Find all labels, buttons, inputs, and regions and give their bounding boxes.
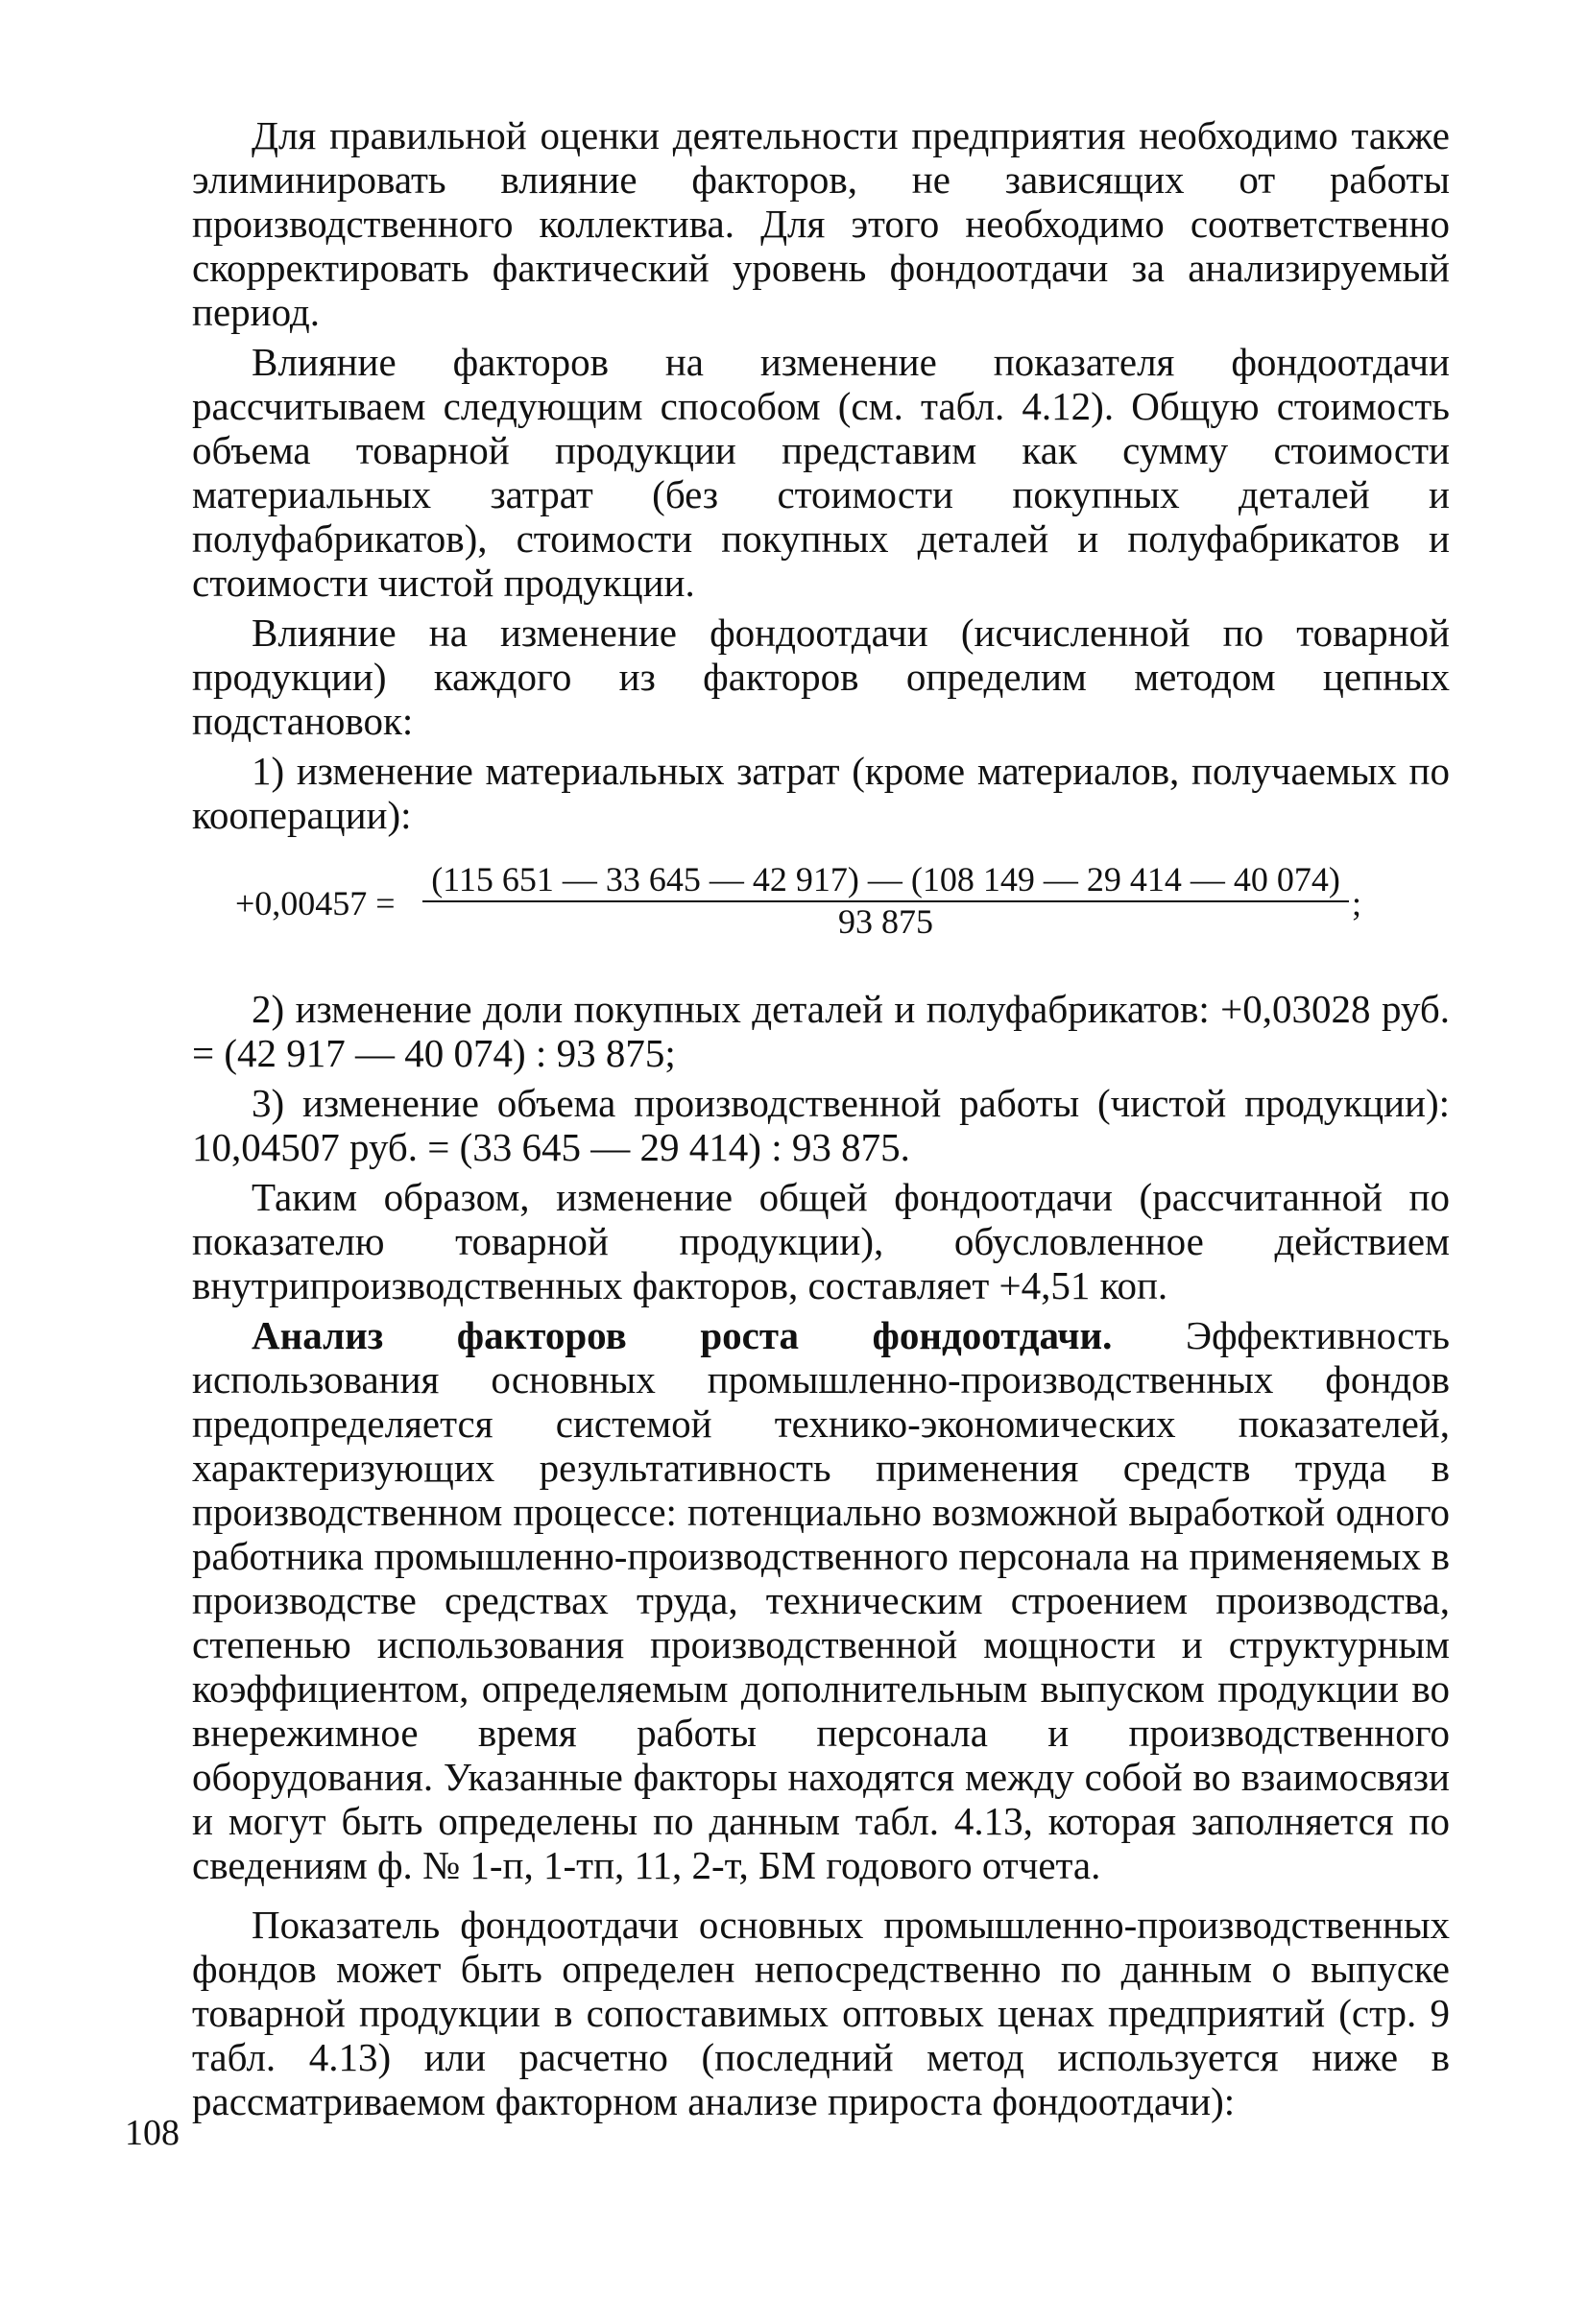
formula-tail: ; bbox=[1352, 884, 1362, 922]
paragraph-method: Влияние факторов на изменение показателя фондоотдачи рассчитываем следующим способом (см. табл. 4.12). Общую стоимость объема товарной продукции представим как сумму стоимости материальных затрат (без стоимости покупных деталей и полуфабрикатов), стоимости покупных деталей и полуфабрикатов и стоимости чистой продукции. bbox=[192, 340, 1450, 605]
paragraph-conclusion: Таким образом, изменение общей фондоотдачи (рассчитанной по показателю товарной продукции), обусловленное действием внутрипроизводственных факторов, составляет +4,51 коп. bbox=[192, 1175, 1450, 1307]
list-item-material-costs: 1) изменение материальных затрат (кроме материалов, получаемых по кооперации): bbox=[192, 749, 1450, 837]
page-body bbox=[192, 113, 1450, 2129]
formula-lhs: +0,00457 = bbox=[235, 884, 396, 922]
paragraph-chain-substitution: Влияние на изменение фондоотдачи (исчисленной по товарной продукции) каждого из факторов определим методом цепных подстановок: bbox=[192, 611, 1450, 743]
page-number: 108 bbox=[125, 2113, 180, 2153]
formula-numerator: (115 651 — 33 645 — 42 917) — (108 149 — 29 414 — 40 074) bbox=[422, 860, 1349, 902]
paragraph-intro: Для правильной оценки деятельности предприятия необходимо также элиминировать влияние факторов, не зависящих от работы производственного коллектива. Для этого необходимо соответственно скорректировать фактический уровень фондоотдачи за анализируемый период. bbox=[192, 113, 1450, 334]
formula-denominator: 93 875 bbox=[838, 902, 933, 941]
paragraph-growth-factors-text: Эффективность использования основных промышленно-производственных фондов предопределяется системой технико-экономических показателей, характеризующих результативность применения средств труда в производственном процессе: потенциально возможной выработкой одного работника промышленно-производственного персонала на применяемых в производстве средствах труда, техническим строением производства, степенью использования производственной мощности и структурным коэффициентом, определяемым дополнительным выпуском продукции во внережимное время работы персонала и производственного оборудования. Указанные факторы находятся между собой во взаимосвязи и могут быть определены по данным табл. 4.13, которая заполняется по сведениям ф. № 1-п, 1-тп, 11, 2-т, БМ годового отчета. bbox=[192, 1313, 1450, 1887]
paragraph-indicator: Показатель фондоотдачи основных промышленно-производственных фондов может быть определен непосредственно по данным о выпуске товарной продукции в сопоставимых оптовых ценах предприятий (стр. 9 табл. 4.13) или расчетно (последний метод используется ниже в рассматриваемом факторном анализе прироста фондоотдачи): bbox=[192, 1903, 1450, 2123]
list-item-net-production: 3) изменение объема производственной работы (чистой продукции): 10,04507 руб. = (33 645 — 29 414) : 93 875. bbox=[192, 1081, 1450, 1169]
formula-material-costs bbox=[192, 860, 1450, 948]
section-heading: Анализ факторов роста фондоотдачи. bbox=[252, 1313, 1113, 1357]
paragraph-growth-factors bbox=[192, 1313, 1450, 1887]
list-item-purchased-parts: 2) изменение доли покупных деталей и полуфабрикатов: +0,03028 руб. = (42 917 — 40 074) : 93 875; bbox=[192, 987, 1450, 1075]
formula-fraction bbox=[422, 860, 1349, 941]
